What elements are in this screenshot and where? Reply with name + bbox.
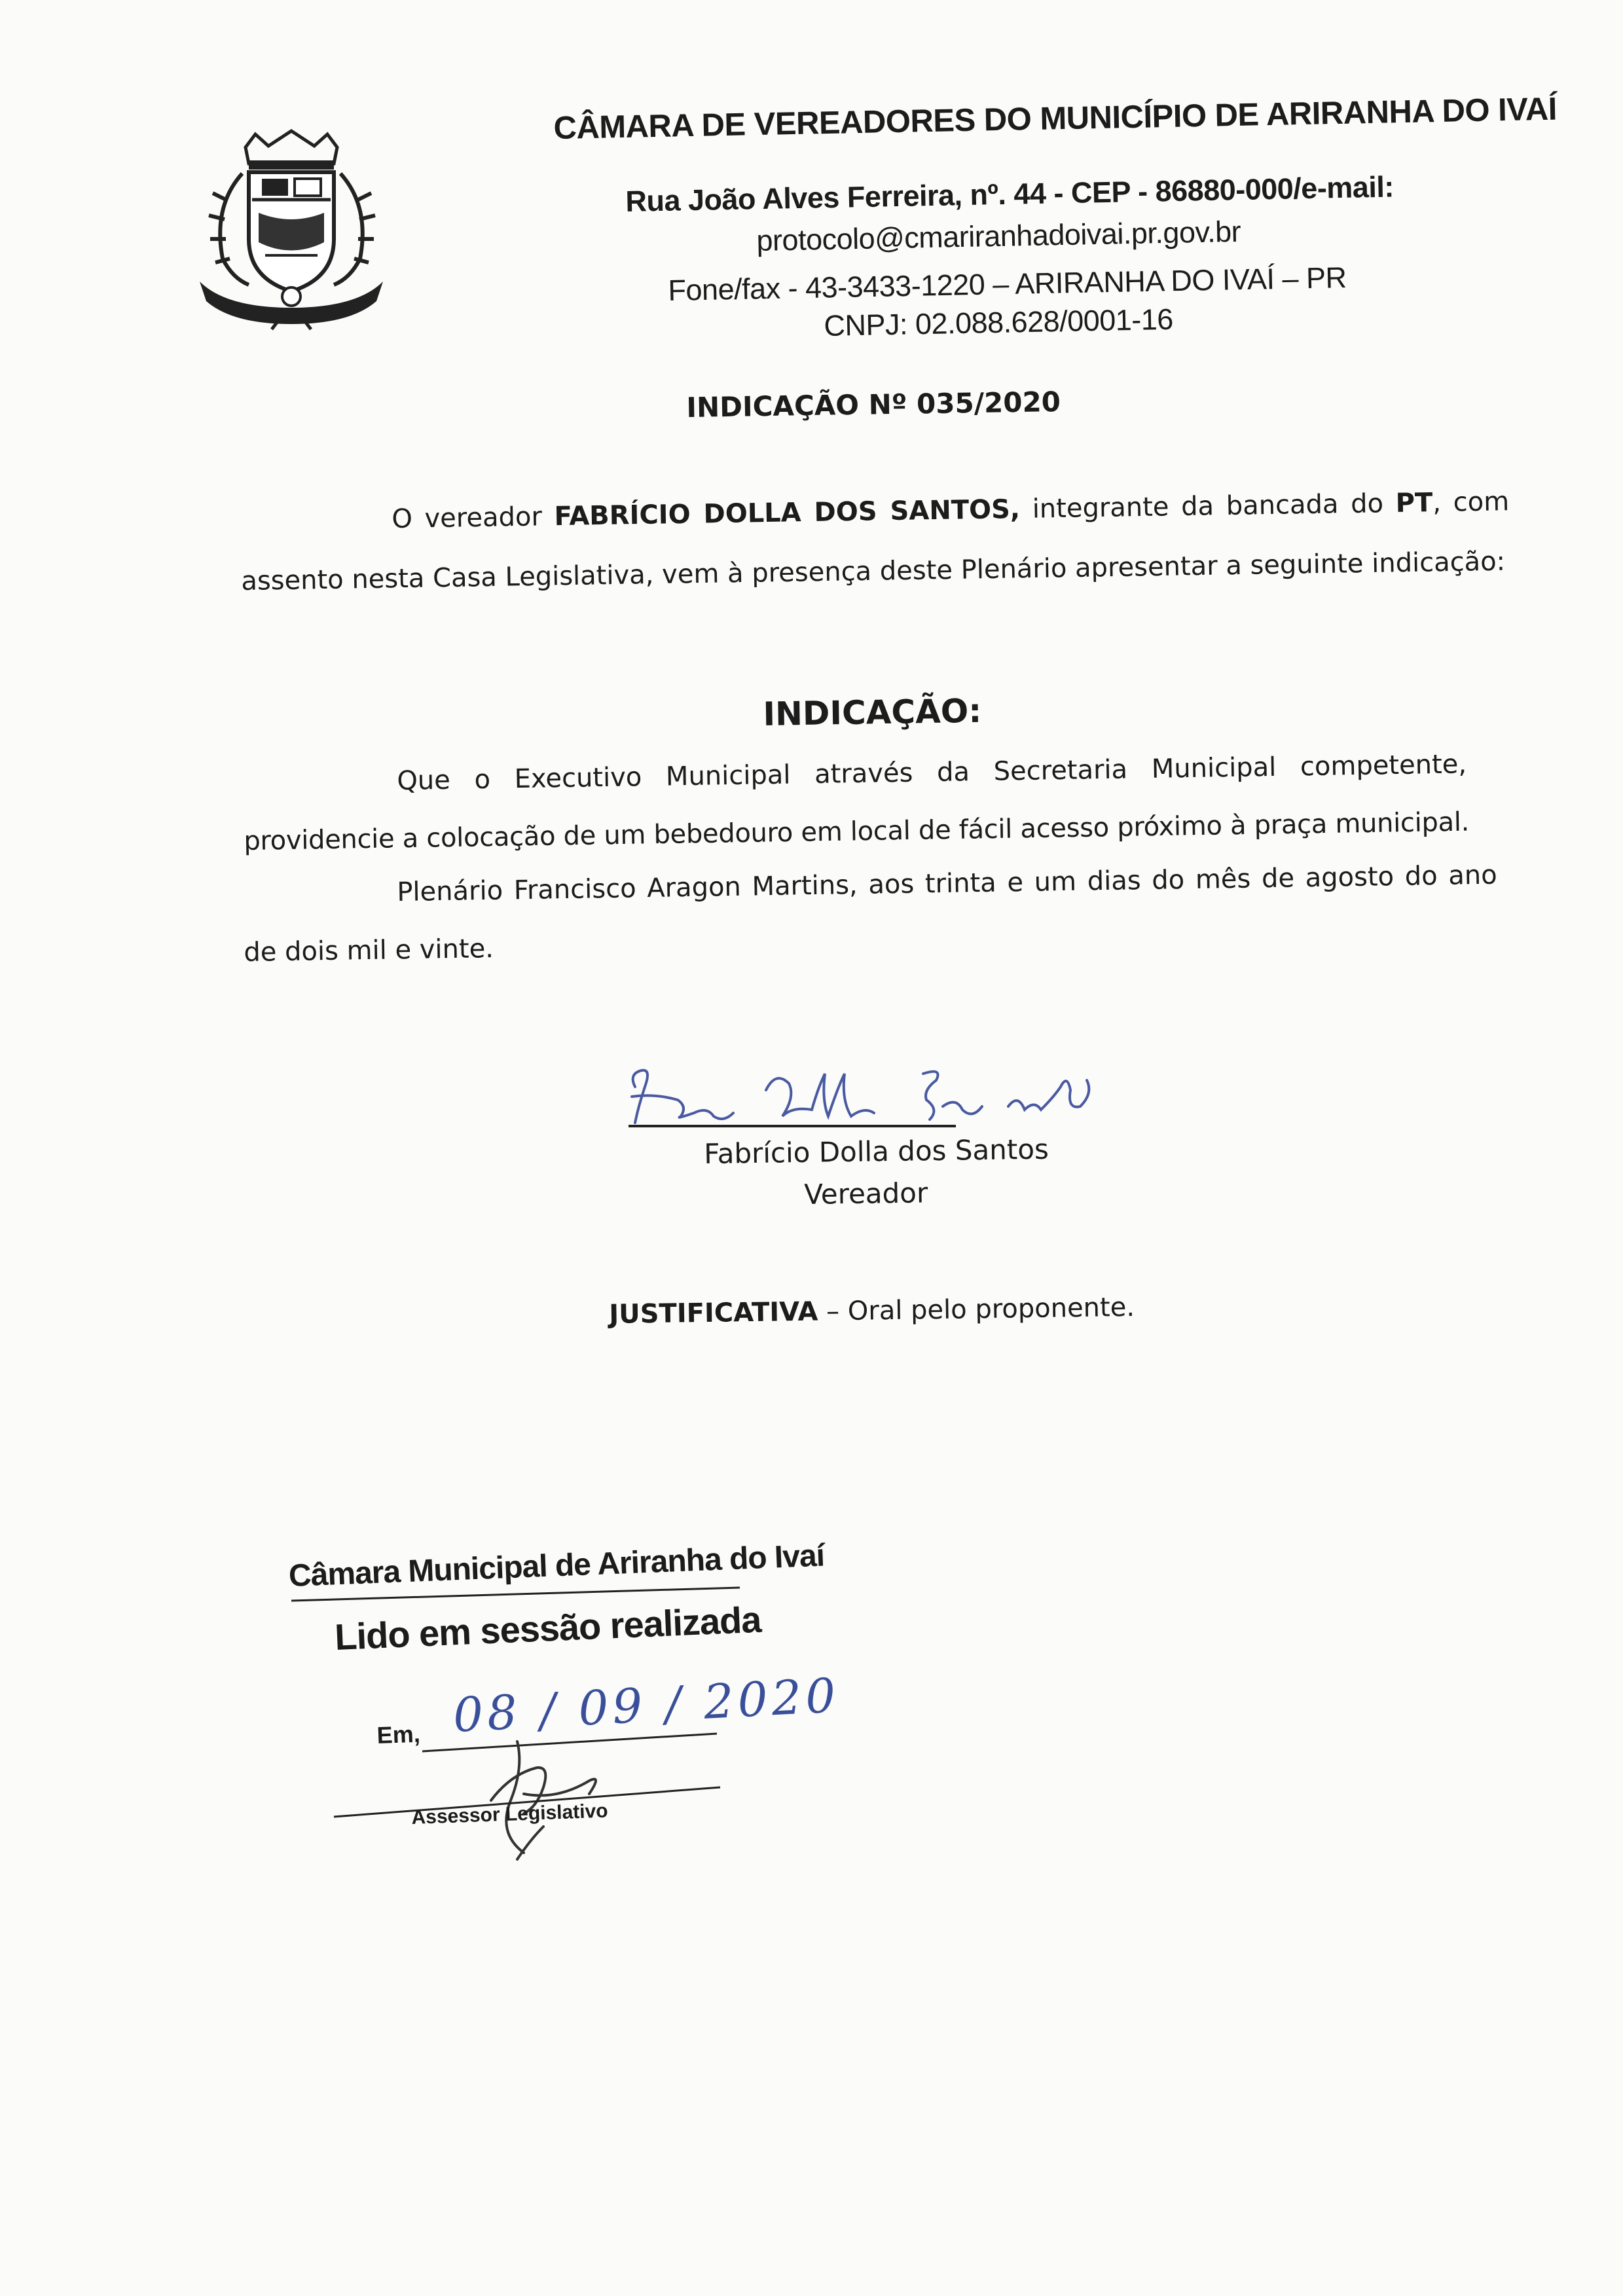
party-name: PT [1395,488,1433,519]
signatory-name: Fabrício Dolla dos Santos [704,1133,1049,1170]
justification-text: – Oral pelo proponente. [818,1292,1135,1327]
intro-middle: integrante da bancada do [1019,488,1396,524]
paragraph1-line-1: Que o Executivo Municipal através da Secretaria Municipal competente, [397,749,1467,796]
stamp-signer-label: Assessor Legislativo [411,1800,609,1829]
document-title: INDICAÇÃO Nº 035/2020 [686,386,1061,424]
councilor-signature [615,1061,1126,1139]
stamp-date-label: Em, [376,1720,421,1749]
councilor-name: FABRÍCIO DOLLA DOS SANTOS, [554,494,1021,532]
assessor-signature [327,1728,733,1866]
paragraph2-line-1: Plenário Francisco Aragon Martins, aos trinta e um dias do mês de agosto do ano [397,860,1498,907]
institution-address: Rua João Alves Ferreira, nº. 44 - CEP - 86880-000/e-mail: [625,170,1395,218]
institution-phone: Fone/fax - 43-3433-1220 – ARIRANHA DO IVAÍ – PR [668,261,1347,307]
paragraph1-line-2: providencie a colocação de um bebedouro em local de fácil acesso próximo à praça municipal. [244,807,1470,856]
stamp-chamber-name: Câmara Municipal de Ariranha do Ivaí [288,1538,825,1594]
signatory-role: Vereador [804,1176,928,1211]
stamp-read-in-session: Lido em sessão realizada [334,1598,762,1658]
intro-line-1 [392,486,1510,534]
justification-label: JUSTIFICATIVA [609,1296,818,1330]
intro-prefix: O vereador [392,501,555,534]
justification [609,1292,1135,1330]
paragraph2-line-2: de dois mil e vinte. [244,934,494,968]
intro-suffix: , com [1432,486,1510,519]
institution-cnpj: CNPJ: 02.088.628/0001-16 [824,302,1174,342]
municipal-coat-of-arms-icon [187,128,396,331]
institution-title: CÂMARA DE VEREADORES DO MUNICÍPIO DE ARIRANHA DO IVAÍ [553,91,1558,146]
intro-line-2: assento nesta Casa Legislativa, vem à presença deste Plenário apresentar a seguinte indicação: [241,546,1506,596]
institution-email: protocolo@cmariranhadoivai.pr.gov.br [756,214,1241,257]
section-title: INDICAÇÃO: [763,691,982,733]
stamp-date-value: 08 / 09 / 2020 [452,1667,841,1743]
